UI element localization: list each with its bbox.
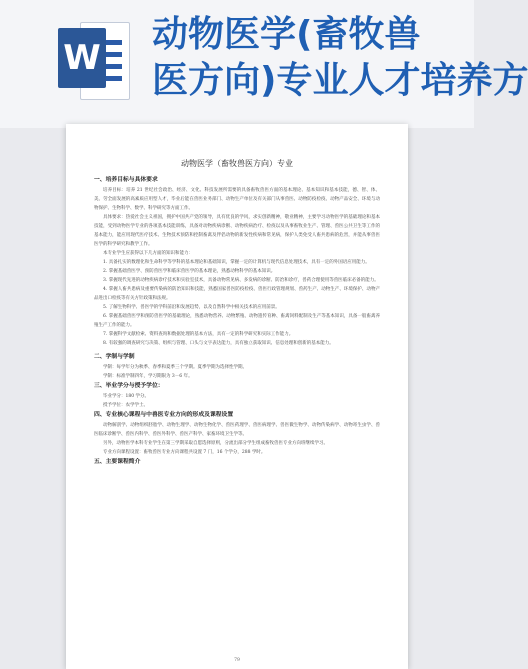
- paragraph: 培养目标：培养 21 世纪社会政治、经济、文化、科技发展所需要的具备畜牧兽医方面的基本理论、基本知识和基本技能，德、智、体、美、劳全面发展的高素质应用型人才，毕业后能在兽医业务部门、动物生产单位及有关部门从事兽医、动物防疫检疫、动物产品安全、环境与动物保护、生物科学、数学、科学研究等方面工作。: [94, 188, 380, 211]
- paragraph: 具体要求：热爱社会主义祖国，拥护中国共产党的领导，具有优良的学风，求实创新精神，敬业精神，主要学习动物医学的基础理论和基本技能，受到动物医学专业的各项基本技能训练，具备对动物疾病诊断、动物疾病治疗、检疫以及从事畜牧业生产、管理、兽医公共卫生等工作的基本能力，能应用现代医疗技术、生物技术预防和控制畜禽及伴侣动物的新发性疾病和常见病，保护人类免受人畜共患病的危害，并能从事兽医医学的科学研究和教学工作。: [94, 215, 380, 247]
- list-item: 2. 掌握基础兽医学、预防兽医学和临床兽医学的基本理论，熟悉动物科学的基本知识。: [103, 269, 276, 274]
- paragraph: 学制：标准学制四年，学习期限为 3－6 年。: [103, 374, 193, 379]
- banner-title-line1: 动物医学(畜牧兽: [152, 14, 421, 55]
- list-item: 6. 掌握基础兽医学和预防兽医学的基础理论，熟悉动物营养、动物繁殖、动物遗传育种、畜禽饲料配制及生产等基本知识，具备一般畜禽养殖生产工作的能力。: [94, 314, 380, 328]
- list-item: 8. 有较强的调查研究与决策、组织与管理、口头与文字表达能力，具有独立获取知识、信息处理和创新的基本能力。: [103, 341, 334, 346]
- list-item: 4. 掌握人畜共患病及重要传染病的防治知识和技能，熟悉国家兽医防疫检疫、兽医行政管理规划、兽药生产、动物生产、环境保护、动物产品进出口检疫等有关方针政策和法规。: [94, 287, 380, 301]
- paragraph: 毕业学分：180 学分。: [103, 394, 150, 399]
- list-item: 1. 具备扎实的数理化和生命科学等学科的基本理论和基础知识，掌握一定的计算机与现代信息处理技术，具有一定的外国语应用能力。: [103, 260, 370, 265]
- section-heading: 五、主要课程简介: [94, 459, 141, 465]
- section-heading: 一、培养目标与具体要求: [94, 177, 158, 183]
- paragraph: 学制：每学年分为秋季、春季和夏季三个学期。夏季学期为选择性学期。: [103, 365, 247, 370]
- paragraph: 专业方向课程设置：畜牧兽医专业方向课程共设置 7 门，16 个学分，288 学时。: [103, 450, 266, 455]
- word-badge: W: [58, 28, 106, 88]
- paragraph: 动物解剖学、动物组织胚胎学、动物生理学、动物生物化学、兽医药理学、兽医病理学、兽医微生物学、动物传染病学、动物寄生虫学、兽医临床诊断学、兽医内科学、兽医外科学、兽医产科学、家畜环境卫生学等。: [94, 423, 380, 437]
- banner-title-line2: 医方向)专业人才培养方: [152, 60, 528, 101]
- banner: [0, 0, 528, 128]
- document-title: 动物医学（畜牧兽医方向）专业: [181, 159, 293, 168]
- paragraph: 本专业学生应获得以下几方面的知识和能力：: [103, 251, 193, 256]
- list-item: 3. 掌握现代先进的动物疾病诊疗技术和实验室技术，具备动物常见病、多发病的诊断、防治和诊疗，兽药合理使用等兽医临床必备的能力。: [103, 278, 379, 283]
- word-document-icon: [58, 14, 130, 106]
- list-item: 7. 掌握科学文献检索、资料查询和数据处理的基本方法，具有一定的科学研究和实际工作能力。: [103, 332, 294, 337]
- list-item: 5. 了解生物科学、兽医学的学科前沿和发展趋势，以及自然科学中相关技术的应用前景。: [103, 305, 280, 310]
- banner-title: [152, 12, 528, 104]
- document-page: [66, 124, 408, 669]
- paragraph: 授予学位：农学学士。: [103, 403, 148, 408]
- section-heading: 四、专业核心课程与中兽医专业方向的形成及课程设置: [94, 412, 234, 418]
- page-number: 79: [234, 658, 240, 663]
- section-heading: 二、学制与学制: [94, 354, 135, 360]
- section-heading: 三、毕业学分与授予学位：: [94, 383, 164, 389]
- paragraph: 另外，动物医学本科专业学生在第三学期采取自愿选择原则，分流出部分学生组成畜牧兽医专业方向班继续学习。: [103, 441, 328, 446]
